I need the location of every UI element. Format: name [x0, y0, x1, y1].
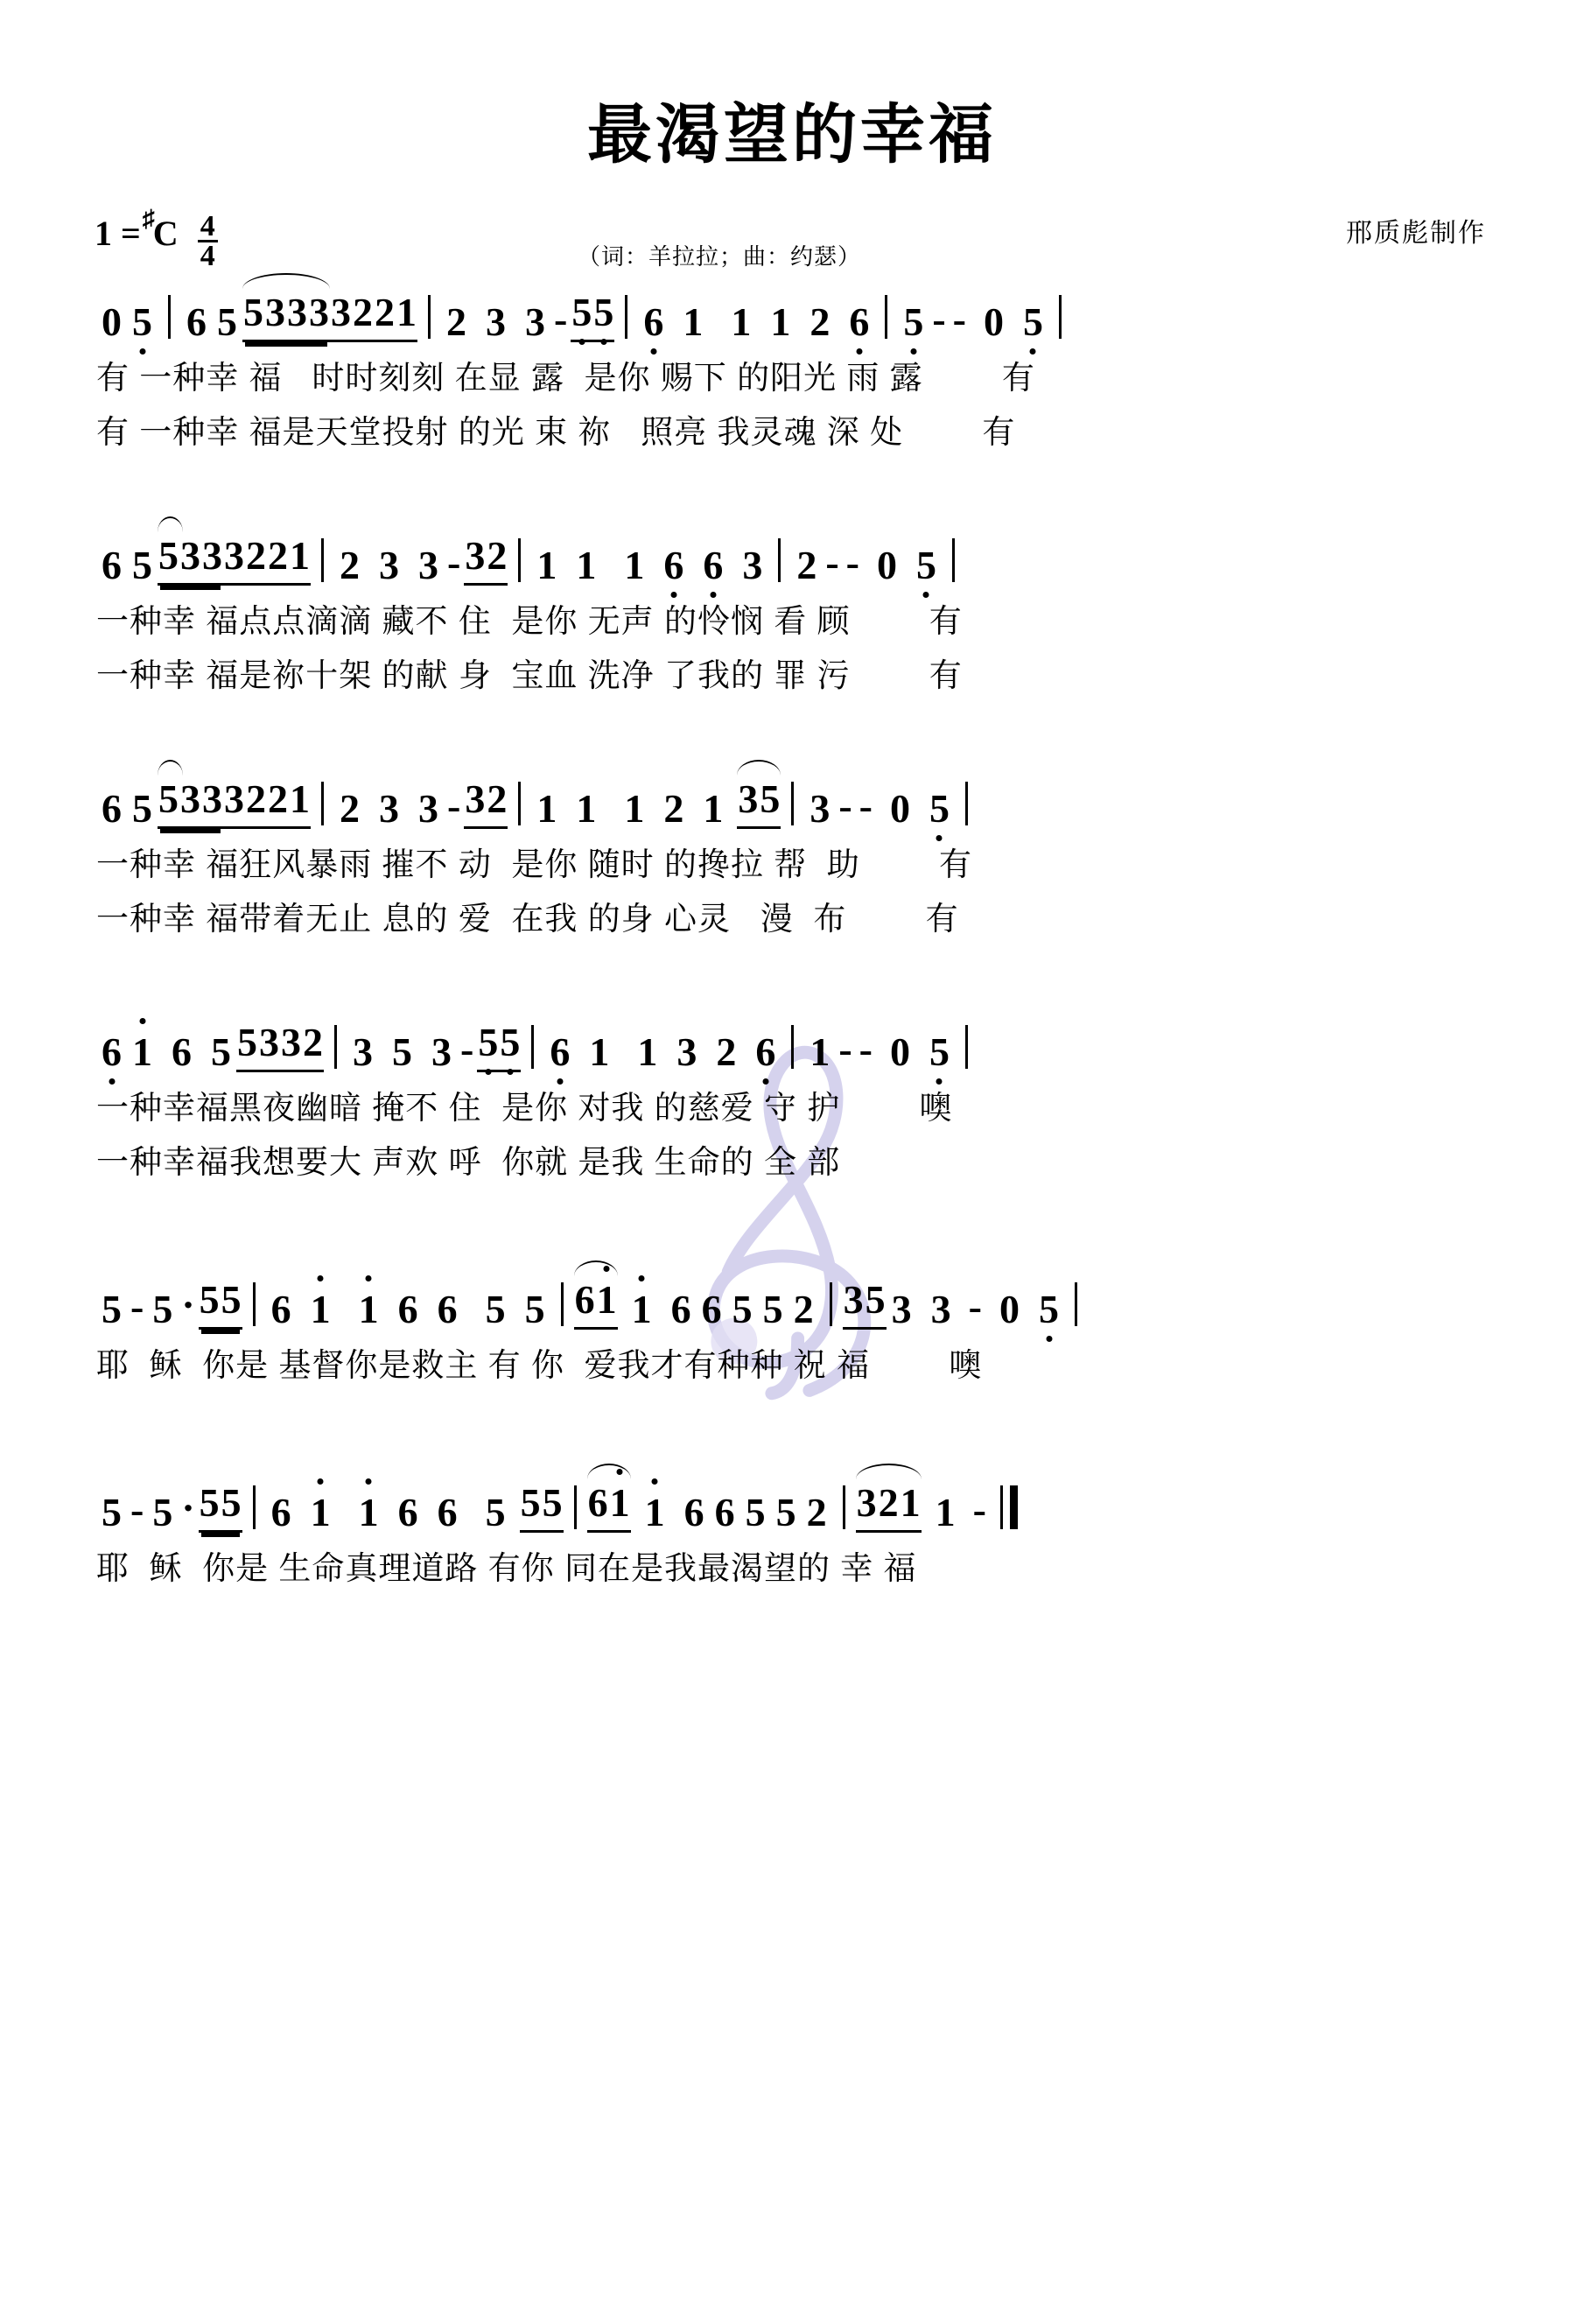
note: 3 — [810, 786, 831, 831]
note: 5 — [542, 1480, 563, 1525]
note: 2 — [878, 1480, 899, 1525]
lyrics-line: 耶 稣 你是 基督你是救主 有 你 爱我才有种种 祝 福 噢 — [96, 1347, 983, 1383]
note: 2 — [806, 1490, 827, 1534]
note: 5 — [924, 789, 955, 829]
note: 5 — [898, 302, 929, 342]
note: 6 — [714, 1490, 735, 1534]
key-label: 1 = — [95, 214, 141, 253]
note: 3 — [353, 1029, 373, 1074]
sustain-dash: - — [972, 1487, 986, 1532]
sustain-dash: - — [845, 540, 859, 585]
beamed-group — [330, 289, 374, 342]
note: 1 — [609, 1483, 631, 1523]
meter-denominator: 4 — [200, 240, 215, 273]
note: 6 — [270, 1490, 291, 1534]
note: 5 — [211, 1029, 231, 1074]
note: 1 — [345, 1492, 393, 1533]
barline — [965, 782, 968, 825]
note: 5 — [199, 1480, 220, 1525]
sustain-dash: - — [838, 783, 852, 828]
beamed-group — [856, 1479, 922, 1533]
note: 3 — [742, 543, 763, 587]
sheet-music-page — [0, 83, 1584, 2324]
lyrics-line: 有 一种幸 福 时时刻刻 在显 露 是你 赐下 的阳光 雨 露 有 — [96, 360, 1035, 396]
note: 6 — [172, 1029, 192, 1074]
beamed-group — [223, 776, 267, 829]
note: 1 — [297, 1289, 345, 1330]
barline — [518, 538, 521, 582]
barline — [574, 1485, 577, 1529]
page-title: 最渴望的幸福 — [587, 98, 997, 171]
notes-line-6 — [96, 1466, 1488, 1533]
beamed-group — [464, 532, 508, 586]
beamed-group — [574, 1276, 618, 1330]
note: 5 — [592, 292, 614, 333]
note: 5 — [132, 543, 152, 587]
note: 5 — [132, 786, 152, 831]
note: 3 — [180, 533, 200, 578]
sustain-dash: - — [460, 1027, 474, 1071]
note: 6 — [397, 1490, 418, 1534]
barline — [1075, 1282, 1077, 1326]
note: 2 — [246, 533, 266, 578]
note: 3 — [418, 786, 438, 831]
note: 6 — [437, 1287, 458, 1331]
note: 5 — [485, 1287, 506, 1331]
note: 6 — [96, 1032, 127, 1072]
lyrics-line: 一种幸福黑夜幽暗 掩不 住 是你 对我 的慈爱 守 护 噢 — [96, 1090, 953, 1126]
note: 1 — [900, 1480, 921, 1525]
note: 2 — [793, 1287, 814, 1331]
note: 1 — [810, 1029, 831, 1074]
note: 1 — [589, 1029, 610, 1074]
note: 3 — [843, 1277, 864, 1322]
note: 6 — [658, 545, 689, 586]
note: 1 — [290, 776, 310, 821]
lyrics-line: 一种幸 福带着无止 息的 爱 在我 的身 心灵 漫 布 有 — [96, 901, 959, 937]
note: 2 — [716, 1029, 737, 1074]
system-4 — [96, 1006, 1488, 1183]
note: 5 — [127, 302, 158, 342]
notes-line-2 — [96, 519, 1488, 586]
note: 5 — [392, 1029, 412, 1074]
barline — [321, 782, 324, 825]
note: 1 — [770, 299, 791, 344]
note: 3 — [287, 290, 307, 334]
beamed-group — [520, 1479, 564, 1533]
sustain-dash: - — [859, 1027, 873, 1071]
note: 1 — [345, 1289, 393, 1330]
note: 3 — [259, 1020, 279, 1064]
barline — [791, 1025, 794, 1069]
note: 2 — [487, 776, 508, 821]
beamed-group — [158, 532, 223, 586]
note: 6 — [844, 302, 874, 342]
note: 5 — [762, 1287, 783, 1331]
note: 3 — [891, 1287, 912, 1331]
note: 5 — [243, 290, 263, 334]
credits-lyricist-composer: （词：羊拉拉；曲：约瑟） — [578, 243, 862, 270]
note: 1 — [683, 299, 704, 344]
beamed-group — [158, 776, 223, 829]
note: 5 — [732, 1287, 753, 1331]
note: 2 — [246, 776, 266, 821]
note: 6 — [750, 1032, 781, 1072]
note: 0 — [889, 786, 910, 831]
note: 5 — [1034, 1289, 1064, 1330]
beamed-group — [374, 289, 417, 342]
note: 3 — [486, 299, 506, 344]
note: 5 — [217, 299, 237, 344]
sustain-dash: - — [825, 540, 839, 585]
barline — [843, 1485, 845, 1529]
sustain-dash: - — [932, 297, 946, 341]
note: 3 — [265, 290, 285, 334]
barline — [625, 295, 627, 339]
note: 3 — [331, 290, 351, 334]
note: 2 — [663, 786, 684, 831]
sustain-dash: - — [554, 297, 568, 341]
note: 2 — [446, 299, 466, 344]
notes-line-5 — [96, 1263, 1488, 1330]
barline — [778, 538, 781, 582]
note: 2 — [268, 776, 288, 821]
note: 2 — [303, 1020, 323, 1064]
beamed-group — [199, 1479, 242, 1533]
meter-numerator: 4 — [198, 213, 218, 242]
note: 1 — [297, 1492, 345, 1533]
note: 0 — [983, 299, 1004, 344]
note: 1 — [576, 543, 597, 587]
note: 1 — [631, 1492, 679, 1533]
note: 5 — [221, 1480, 242, 1525]
barline — [791, 782, 794, 825]
note: 5 — [477, 1022, 499, 1063]
beamed-group — [464, 776, 508, 829]
note: 6 — [683, 1490, 704, 1534]
note: 1 — [536, 786, 557, 831]
note: 5 — [524, 1287, 545, 1331]
note: 2 — [340, 786, 360, 831]
note: 6 — [270, 1287, 291, 1331]
note: 6 — [437, 1490, 458, 1534]
note: 2 — [340, 543, 360, 587]
note: 6 — [102, 543, 122, 587]
sustain-dash: - — [130, 1284, 144, 1329]
note: 6 — [544, 1032, 575, 1072]
beamed-group — [267, 776, 311, 829]
note: 1 — [396, 290, 417, 334]
note: 2 — [375, 290, 395, 334]
barline — [830, 1282, 832, 1326]
note: 1 — [290, 533, 310, 578]
beamed-group — [737, 776, 781, 829]
note: 3 — [379, 786, 399, 831]
note: 3 — [224, 776, 244, 821]
barline — [321, 538, 324, 582]
note: 5 — [775, 1490, 796, 1534]
system-2 — [96, 519, 1488, 696]
note: 5 — [499, 1022, 521, 1063]
note: 2 — [487, 533, 508, 578]
note: 1 — [624, 543, 645, 587]
lyrics-line: 一种幸福我想要大 声欢 呼 你就 是我 生命的 全 部 — [96, 1144, 841, 1180]
barline — [253, 1282, 256, 1326]
note: 6 — [102, 786, 122, 831]
music-systems — [0, 276, 1584, 1589]
barline — [561, 1282, 564, 1326]
notes-line-1 — [96, 276, 1488, 342]
beamed-group — [267, 532, 311, 586]
note: 6 — [638, 302, 669, 342]
note: 3 — [281, 1020, 301, 1064]
note: 6 — [574, 1277, 595, 1322]
barline — [1059, 295, 1062, 339]
note: 1 — [576, 786, 597, 831]
beamed-group — [199, 1276, 242, 1330]
barline — [952, 538, 955, 582]
note: 5 — [221, 1277, 242, 1322]
barline — [518, 782, 521, 825]
note: 5 — [745, 1490, 766, 1534]
note: 2 — [353, 290, 373, 334]
note: 0 — [889, 1029, 910, 1074]
note: 5 — [485, 1490, 506, 1534]
note: 3 — [856, 1480, 877, 1525]
system-1 — [96, 276, 1488, 453]
note: 6 — [186, 299, 207, 344]
lyrics-line: 一种幸 福狂风暴雨 摧不 动 是你 随时 的搀拉 帮 助 有 — [96, 846, 973, 882]
note: 5 — [158, 533, 179, 578]
note: 5 — [865, 1277, 886, 1322]
note: 1 — [703, 786, 724, 831]
note: 6 — [701, 1287, 722, 1331]
note: 1 — [127, 1032, 158, 1072]
note: 0 — [102, 299, 122, 344]
note: 2 — [268, 533, 288, 578]
note: 5 — [152, 1287, 173, 1331]
note: 6 — [587, 1480, 608, 1525]
barline — [334, 1025, 337, 1069]
notes-line-4 — [96, 1006, 1488, 1072]
key-signature — [95, 206, 218, 273]
note: 1 — [624, 786, 645, 831]
note: 1 — [935, 1490, 956, 1534]
note: 5 — [158, 776, 179, 821]
note: 0 — [876, 543, 897, 587]
note: 1 — [731, 299, 752, 344]
note: 3 — [418, 543, 438, 587]
sustain-dash: - — [859, 783, 873, 828]
note: 0 — [999, 1287, 1020, 1331]
system-6 — [96, 1466, 1488, 1589]
note: 2 — [810, 299, 831, 344]
beamed-group — [571, 289, 614, 342]
note: 3 — [180, 776, 200, 821]
notes-line-3 — [96, 762, 1488, 829]
beamed-group — [242, 289, 330, 342]
note: 3 — [379, 543, 399, 587]
barline — [168, 295, 171, 339]
key-note: C — [152, 214, 179, 253]
beamed-group — [843, 1276, 887, 1330]
note: 1 — [618, 1289, 666, 1330]
note: 5 — [237, 1020, 257, 1064]
system-5 — [96, 1263, 1488, 1386]
note: 1 — [596, 1280, 618, 1320]
barline — [885, 295, 887, 339]
final-barline — [1000, 1485, 1018, 1529]
note: 3 — [202, 533, 222, 578]
note: 3 — [431, 1029, 452, 1074]
note: 3 — [202, 776, 222, 821]
sustain-dash: - — [130, 1487, 144, 1532]
lyrics-line: 一种幸 福点点滴滴 藏不 住 是你 无声 的怜悯 看 顾 有 — [96, 603, 963, 639]
barline — [253, 1485, 256, 1529]
header-row — [0, 200, 1584, 276]
note: 5 — [520, 1480, 541, 1525]
lyrics-line: 有 一种幸 福是天堂投射 的光 束 祢 照亮 我灵魂 深 处 有 — [96, 414, 1016, 450]
beamed-group — [280, 1019, 324, 1072]
sharp-icon: ♯ — [142, 206, 155, 233]
note: 3 — [309, 290, 329, 334]
system-3 — [96, 762, 1488, 939]
note: 3 — [738, 776, 759, 821]
note: 2 — [796, 543, 817, 587]
note: 5 — [199, 1277, 220, 1322]
lyrics-line: 一种幸 福是祢十架 的献 身 宝血 洗净 了我的 罪 污 有 — [96, 657, 963, 693]
note: 6 — [397, 1287, 418, 1331]
time-signature — [198, 210, 218, 273]
beamed-group — [587, 1479, 631, 1533]
note: 5 — [152, 1490, 173, 1534]
sustain-dash: - — [447, 783, 461, 828]
barline — [428, 295, 431, 339]
note: 5 — [1018, 302, 1048, 342]
beamed-group — [236, 1019, 280, 1072]
note: 6 — [670, 1287, 691, 1331]
note: 3 — [676, 1029, 697, 1074]
note: 3 — [525, 299, 545, 344]
barline — [531, 1025, 534, 1069]
note: 3 — [930, 1287, 951, 1331]
barline — [965, 1025, 968, 1069]
beamed-group — [223, 532, 267, 586]
note: 1 — [536, 543, 557, 587]
beamed-group — [477, 1019, 521, 1072]
credits-producer: 邢质彪制作 — [1346, 219, 1486, 248]
note: 3 — [224, 533, 244, 578]
augmentation-dot: · — [181, 1282, 195, 1327]
note: 5 — [102, 1490, 122, 1534]
note: 5 — [102, 1287, 122, 1331]
sustain-dash: - — [447, 540, 461, 585]
note: 5 — [924, 1032, 955, 1072]
sustain-dash: - — [968, 1284, 982, 1329]
sustain-dash: - — [838, 1027, 852, 1071]
note: 3 — [465, 776, 486, 821]
lyrics-line: 耶 稣 你是 生命真理道路 有你 同在是我最渴望的 幸 福 — [96, 1550, 917, 1586]
note: 1 — [637, 1029, 658, 1074]
augmentation-dot: · — [181, 1485, 195, 1530]
note: 5 — [760, 776, 781, 821]
note: 6 — [689, 545, 737, 586]
note: 3 — [465, 533, 486, 578]
sustain-dash: - — [952, 297, 966, 341]
note: 5 — [571, 292, 592, 333]
note: 5 — [911, 545, 942, 586]
